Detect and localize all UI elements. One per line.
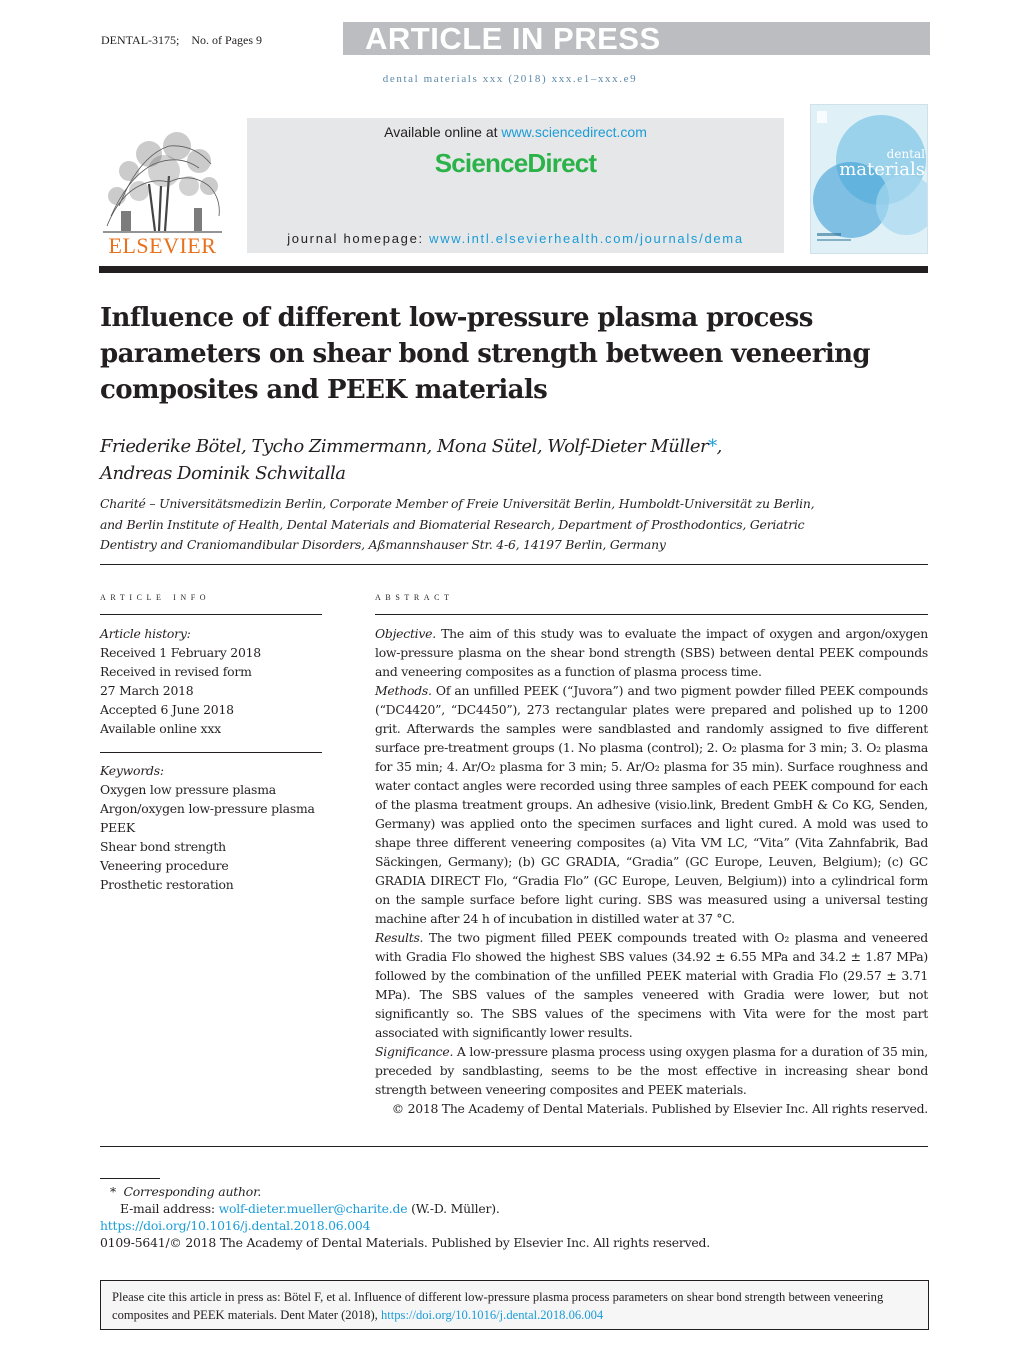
authors-line-2: Andreas Dominik Schwitalla: [100, 463, 346, 484]
journal-homepage-label: journal homepage:: [287, 231, 430, 246]
sciencedirect-brand: ScienceDirect: [434, 148, 597, 178]
methods-label: Methods.: [375, 683, 432, 698]
citation-doi-link[interactable]: https://doi.org/10.1016/j.dental.2018.06.004: [380, 1308, 604, 1322]
issn-line: 0109-5641/© 2018 The Academy of Dental Materials. Published by Elsevier Inc. All rights reserved.: [100, 1235, 711, 1250]
section-rule: [100, 564, 928, 565]
footnote-section-rule: [100, 1146, 928, 1147]
history-item: Received in revised form: [100, 664, 252, 679]
objective-text: The aim of this study was to evaluate the impact of oxygen and argon/oxygen low-pressure plasma on the shear bond strength (SBS) between dental PEEK compounds and veneering composites as a function of plasma process time.: [375, 626, 928, 679]
article-info-rule: [100, 614, 322, 615]
authors-line-1-end: ,: [716, 436, 722, 457]
keywords-label: Keywords:: [100, 763, 164, 778]
keyword-item: Argon/oxygen low-pressure plasma: [100, 801, 315, 816]
footnote-rule: [100, 1178, 160, 1179]
affiliation: Charité – Universitätsmedizin Berlin, Corporate Member of Freie Universität Berlin, Humboldt-Universität zu Berlin, and Berlin Institute of Health, Dental Materials and Biomaterial Research, Department of Prosthodontics, Geriatric Dentistry and Craniomandibular Disorders, Aßmannshauser Str. 4-6, 14197 Berlin, Germany: [100, 496, 815, 552]
corresponding-author-marker[interactable]: *: [708, 436, 717, 457]
corresponding-author-label: Corresponding author.: [123, 1184, 262, 1199]
results-label: Results.: [375, 930, 424, 945]
keyword-item: Veneering procedure: [100, 858, 229, 873]
cover-title: materials: [839, 159, 925, 180]
email-link[interactable]: wolf-dieter.mueller@charite.de: [218, 1201, 408, 1216]
keywords: [100, 761, 315, 894]
header-rule: [99, 266, 928, 273]
history-item: 27 March 2018: [100, 683, 194, 698]
abstract-copyright: © 2018 The Academy of Dental Materials. Published by Elsevier Inc. All rights reserved.: [391, 1101, 928, 1116]
citation-text: Please cite this article in press as: Bötel F, et al. Influence of different low-pressure plasma process parameters on shear bond strength between veneering composites and PEEK materials. Dent Mater (2018),: [112, 1290, 884, 1322]
results-text: The two pigment filled PEEK compounds treated with O₂ plasma and veneered with Gradia Flo showed the highest SBS values (34.92 ± 6.55 MPa and 34.2 ± 1.87 MPa) followed by the combination of the unfilled PEEK material with Gradia Flo (29.57 ± 3.71 MPa). The SBS values of the samples veneered with Gradia were lower, but not significantly so. The SBS values of the specimens with Vita were for the most part associated with significantly lower results.: [375, 930, 928, 1040]
author-list: [100, 433, 860, 487]
email-suffix: (W.-D. Müller).: [407, 1201, 500, 1216]
footnotes: [100, 1183, 710, 1251]
journal-homepage-link[interactable]: www.intl.elsevierhealth.com/journals/dema: [429, 231, 744, 246]
objective-label: Objective.: [375, 626, 436, 641]
available-online-line: [247, 124, 784, 140]
keyword-item: Prosthetic restoration: [100, 877, 234, 892]
article-history: [100, 624, 261, 738]
article-history-label: Article history:: [100, 626, 191, 641]
significance-label: Significance.: [375, 1044, 454, 1059]
history-item: Accepted 6 June 2018: [100, 702, 234, 717]
email-label: E-mail address:: [120, 1201, 219, 1216]
abstract-methods: [375, 681, 928, 928]
significance-text: A low-pressure plasma process using oxygen plasma for a duration of 35 min, preceded by sandblasting, seems to be the most effective in increasing shear bond strength between veneering composites and PEEK materials.: [375, 1044, 928, 1097]
email-note: [100, 1200, 710, 1217]
keyword-item: Shear bond strength: [100, 839, 226, 854]
doi-link[interactable]: https://doi.org/10.1016/j.dental.2018.06.004: [100, 1218, 371, 1233]
elsevier-wordmark: ELSEVIER: [108, 233, 217, 258]
abstract-results: [375, 928, 928, 1042]
article-in-press-label: ARTICLE IN PRESS: [365, 21, 661, 56]
article-in-press-banner: [343, 22, 930, 55]
abstract-rule: [375, 614, 928, 615]
article-title: Influence of different low-pressure plasma process parameters on shear bond strength between veneering composites and PEEK materials: [100, 303, 870, 405]
corresponding-author-note: [100, 1183, 710, 1200]
methods-text: Of an unfilled PEEK (“Juvora”) and two pigment powder filled PEEK compounds (“DC4420”, “DC4450”), 273 rectangular plates were prepared and polished up to 1200 grit. Afterwards the samples were sandblasted and randomly assigned to five different surface pre-treatment groups (1. No plasma (control); 2. O₂ plasma for 3 min; 3. O₂ plasma for 35 min; 4. Ar/O₂ plasma for 3 min; 5. Ar/O₂ plasma for 35 min). Surface roughness and water contact angles were recorded using three samples of each PEEK compound for each of the plasma treatment groups. An adhesive (visio.link, Bredent GmbH & Co KG, Senden, Germany) was applied onto the specimen surfaces and light cured. A mold was used to shape three different veneering composites (a) Vita VM LC, “Vita” (Vita Zahnfabrik, Bad Säckingen, Germany); (b) GC GRADIA, “Gradia” (GC Europe, Leuven, Belgium); (c) GC GRADIA DIRECT Flo, “Gradia Flo” (GC Europe, Leuven, Belgium)) into a cylindrical form on the sample surface before light curing. SBS was measured using a universal testing machine after 24 h of incubation in distilled water at 37 °C.: [375, 683, 928, 926]
journal-cover-image: [810, 104, 928, 254]
journal-citation-line: dental materials xxx (2018) xxx.e1–xxx.e9: [382, 73, 638, 85]
footnote-star: *: [110, 1184, 116, 1199]
abstract-significance: [375, 1042, 928, 1099]
abstract-body: [375, 624, 928, 1118]
keyword-item: PEEK: [100, 820, 135, 835]
abstract-heading: abstract: [375, 589, 454, 603]
history-item: Received 1 February 2018: [100, 645, 261, 660]
cover-title-top: dental: [886, 147, 925, 161]
available-online-label: Available online at: [384, 124, 502, 140]
authors-line-1: Friederike Bötel, Tycho Zimmermann, Mona Sütel, Wolf-Dieter Müller: [100, 436, 709, 457]
keyword-item: Oxygen low pressure plasma: [100, 782, 276, 797]
sciencedirect-link[interactable]: www.sciencedirect.com: [501, 124, 647, 140]
keywords-rule: [100, 752, 322, 753]
article-info-heading: article info: [100, 589, 211, 603]
abstract-objective: [375, 624, 928, 681]
journal-homepage-line: [247, 231, 784, 246]
history-item: Available online xxx: [100, 721, 221, 736]
citation-box: [100, 1280, 929, 1330]
manuscript-id: DENTAL-3175; No. of Pages 9: [101, 33, 263, 47]
